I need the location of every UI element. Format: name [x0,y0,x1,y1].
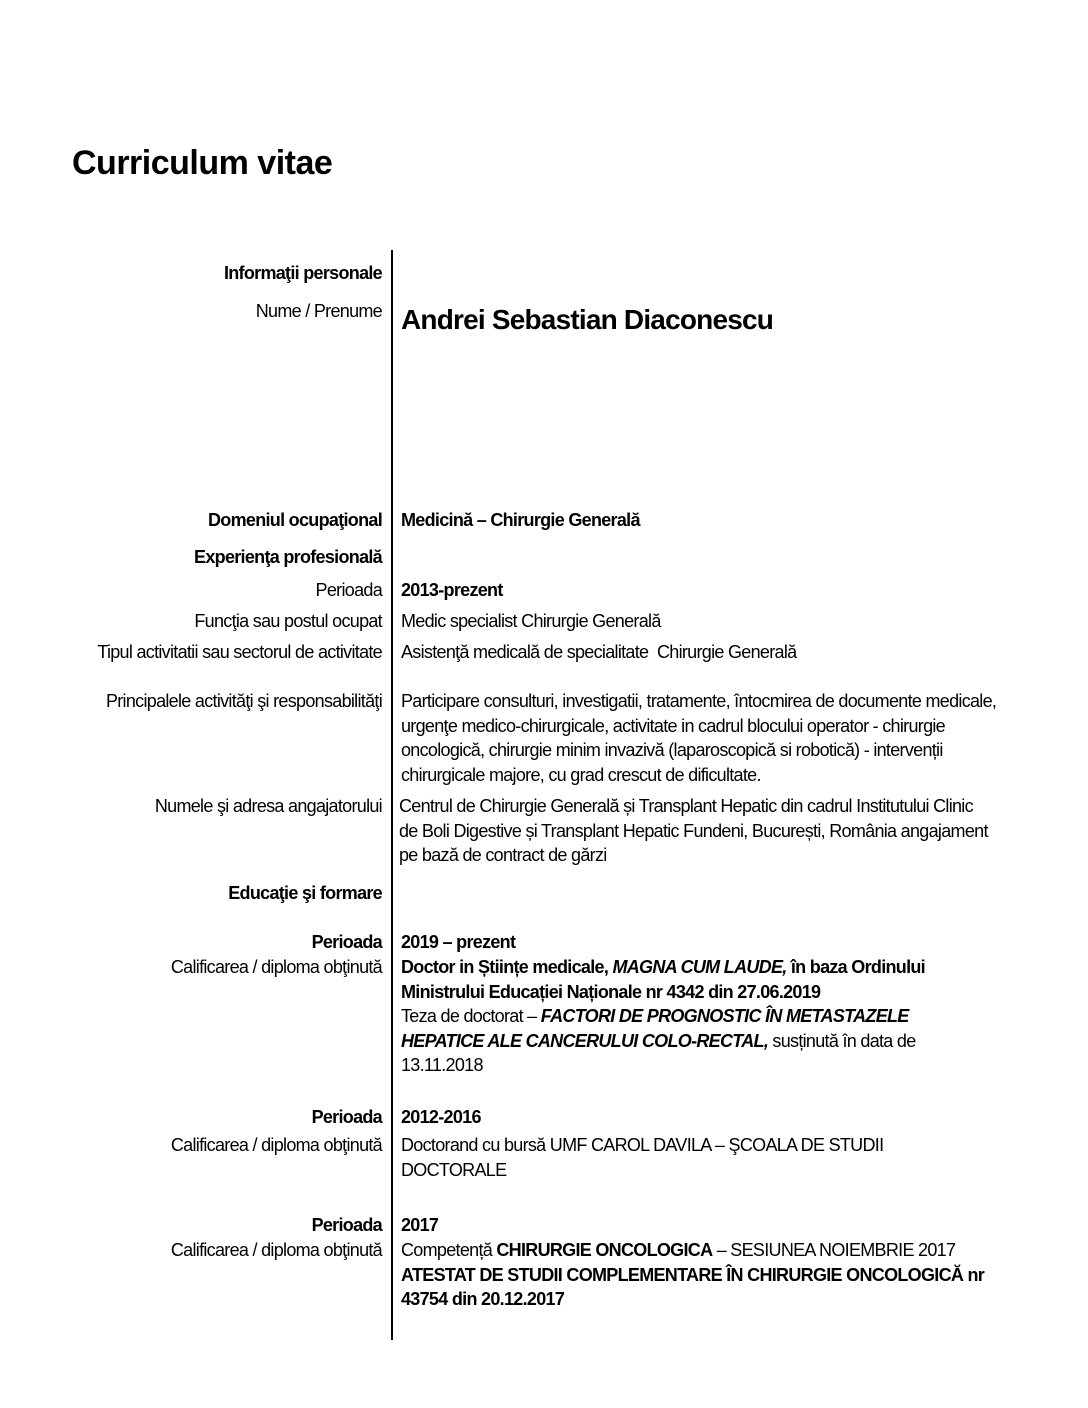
exp-sector-label: Tipul activitatii sau sectorul de activitate [97,642,382,662]
edu-period: 2017 [401,1215,439,1235]
thesis-text: Teza de doctorat – [401,1006,541,1026]
thesis-text: susținută în data de 13.11.2018 [401,1030,916,1075]
exp-activities: Participare consulturi, investigatii, tratamente, întocmirea de documente medicale, urgenţe medico-chirurgicale, activitate in cadrul blocului operator - chirurgie oncologică, chirurgie minim invazivă (laparoscopică si robotică) - intervenții chirurgicale majore, cu grad crescut de dificultate. [401,691,997,785]
qual-text: MAGNA CUM LAUDE, [612,957,787,977]
column-divider [391,250,393,1340]
qual-text: CHIRURGIE ONCOLOGICA [496,1240,713,1260]
exp-employer-label: Numele şi adresa angajatorului [154,796,382,816]
section-experience: Experienţa profesională [194,547,382,567]
exp-activities-label: Principalele activităţi şi responsabilităţi [105,691,382,711]
occupation-value: Medicină – Chirurgie Generală [401,510,640,530]
qual-text: Competență [401,1240,497,1260]
full-name: Andrei Sebastian Diaconescu [401,304,774,335]
edu-period: 2012-2016 [401,1107,481,1127]
qual-text: – SESIUNEA NOIEMBRIE 2017 [712,1240,956,1260]
edu-period-label: Perioada [311,1215,382,1235]
thesis-title: FACTORI DE PROGNOSTIC ÎN METASTAZELE HEPATICE ALE CANCERULUI COLO-RECTAL, [401,1006,909,1051]
exp-employer: Centrul de Chirurgie Generală și Transplant Hepatic din cadrul Institutului Clinic de Boli Digestive și Transplant Hepatic Fundeni, București, România angajament pe bază de contract de gărzi [399,796,988,865]
exp-period-label: Perioada [315,580,382,600]
qual-text: în baza Ordinului Ministrului Educației Naționale nr 4342 din 27.06.2019 [401,957,925,1002]
occupation-label: Domeniul ocupaţional [207,510,382,530]
edu-qualification [401,955,981,1078]
name-label: Nume / Prenume [255,301,382,321]
exp-position: Medic specialist Chirurgie Generală [401,611,661,631]
page-title: Curriculum vitae [72,144,333,182]
qual-text: ATESTAT DE STUDII COMPLEMENTARE ÎN CHIRURGIE ONCOLOGICĂ nr 43754 din 20.12.2017 [401,1264,985,1309]
edu-qualification: Doctorand cu bursă UMF CAROL DAVILA – ŞCOALA DE STUDII DOCTORALE [401,1135,884,1180]
edu-period: 2019 – prezent [401,932,516,952]
edu-period-label: Perioada [311,1107,382,1127]
exp-period: 2013-prezent [401,580,503,600]
section-education: Educaţie şi formare [228,883,382,903]
edu-qual-label: Calificarea / diploma obţinută [170,1135,382,1155]
section-personal-info: Informaţii personale [223,263,382,283]
exp-sector: Asistenţă medicală de specialitate Chirurgie Generală [401,642,797,662]
edu-qual-label: Calificarea / diploma obţinută [170,957,382,977]
exp-position-label: Funcţia sau postul ocupat [194,611,382,631]
qual-text: Doctor in Științe medicale, [401,957,613,977]
edu-qualification [401,1238,1001,1312]
edu-qual-label: Calificarea / diploma obţinută [170,1240,382,1260]
edu-period-label: Perioada [311,932,382,952]
